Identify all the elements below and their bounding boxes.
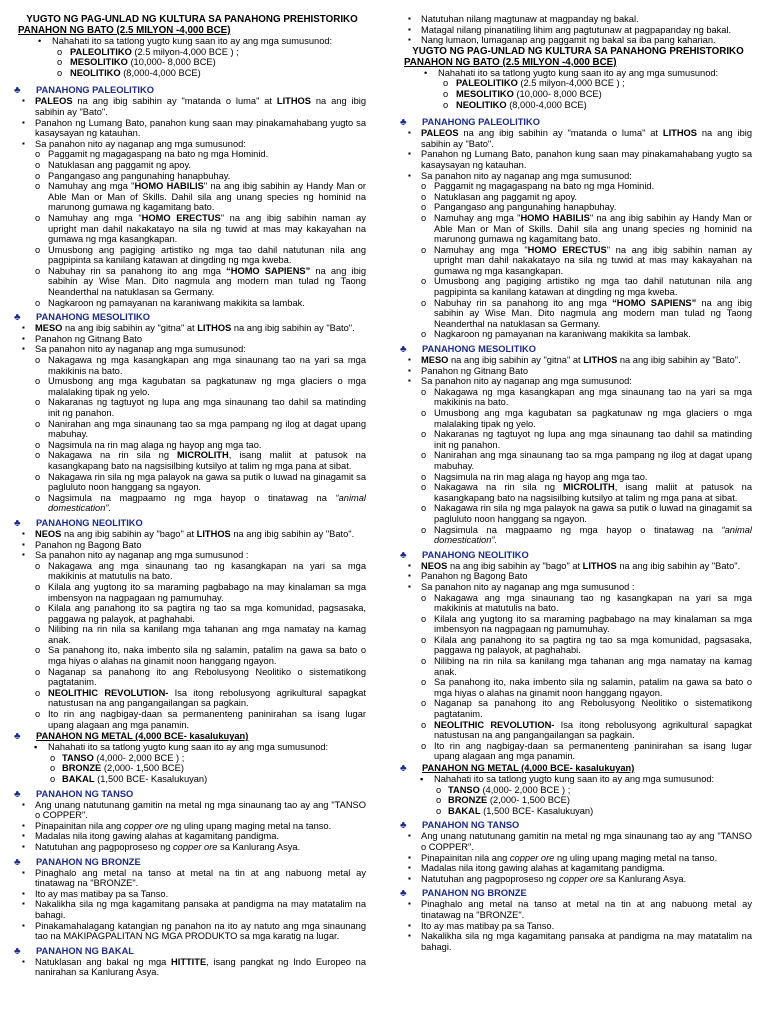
list-item: o Nakaranas ng tagtuyot ng lupa ang mga sinaunang tao dahil sa matinding init ng panahon. — [421, 429, 752, 450]
list-item: o Nakagawa rin sila ng mga palayok na gawa sa putik o luwad na ginagamit sa pagluluto noon hanggang sa ngayon. — [421, 503, 752, 524]
list-item: o Nakagawa na rin sila ng MICROLITH, isang maliit at patusok na kasangkapang bato na nagsisilbing kutsilyo at talim ng mga pana at sibat. — [421, 482, 753, 503]
list-item: ▪ Matagal nilang pinanatiling lihim ang pagtutunaw at pagpapanday ng bakal. — [408, 24, 732, 35]
section-heading: ♣ PANAHON NG BRONZE — [400, 888, 527, 900]
list-item: o Kilala ang yugtong ito sa maraming pagbabago na may kinalaman sa mga imbensyon na nagpagaan ng pamumuhay. — [35, 581, 366, 603]
list-item: o Nagsimula na magpaamo ng mga hayop o tinatawag na “animal domestication”. — [421, 524, 752, 546]
diamond-bullet-icon: ♣ — [14, 517, 21, 529]
list-item: ▪ MESO na ang ibig sabihin ay "gitna" at LITHOS na ang ibig sabihin ay "Bato". — [408, 355, 741, 366]
list-item: ▪ Nahahati ito sa tatlong yugto kung saan ito ay ang mga sumusunod: — [34, 742, 329, 753]
list-item: ▪ Nakalikha sila ng mga kagamitang pansaka at pandigma na may matatalim na bahagi. — [22, 899, 366, 920]
list-item: o Sa panahong ito, naka imbento sila ng salamin, patalim na gawa sa bato o mga hiyas o alahas na ginamit noon hanggang ngayon. — [421, 677, 752, 698]
list-item: ▪ Ito ay mas matibay pa sa Tanso. — [408, 920, 555, 931]
list-item: ▪ Madalas nila itong gawing alahas at kagamitang pandigma. — [408, 863, 665, 874]
list-item: o Umusbong ang mga kagubatan sa pagkatunaw ng mga glaciers o mga malalaking tipak ng yelo. — [35, 376, 366, 397]
list-item: o BRONZE (2,000- 1,500 BCE) — [50, 763, 184, 774]
list-item: o Kilala ang panahong ito sa pagtira ng tao sa mga komunidad, pagsasaka, paggawa ng palayok, at paghahabi. — [421, 634, 752, 656]
list-item: ▪ NEOS na ang ibig sabihin ay "bago" at LITHOS na ang ibig sabihin ay "Bato". — [22, 528, 355, 539]
diamond-bullet-icon: ♣ — [14, 856, 21, 868]
list-item: o Umusbong ang mga kagubatan sa pagkatunaw ng mga glaciers o mga malalaking tipak ng yelo. — [421, 408, 752, 429]
list-item: ▪ Natutuhan ang pagpoproseso ng copper ore sa Kanlurang Asya. — [408, 873, 687, 884]
list-item: ▪ Pinakamahalagang katangian ng panahon na ito ay natuto ang mga sinaunang tao na MAKIPAGPALITAN NG MGA PRODUKTO sa mga karatig na lugar. — [22, 920, 366, 942]
list-item: ▪ Panahon ng Bagong Bato — [22, 539, 142, 550]
list-item: ▪ Sa panahon nito ay naganap ang mga sumusunod: — [408, 376, 632, 387]
list-item: ▪ Sa panahon nito ay naganap ang mga sumusunod: — [22, 344, 246, 355]
list-item: • Nahahati ito sa tatlong yugto kung saan ito ay ang mga sumusunod: — [424, 67, 719, 78]
list-item: ▪ Sa panahon nito ay naganap ang mga sumusunod: — [408, 170, 632, 181]
list-item: o TANSO (4,000- 2,000 BCE ) ; — [50, 752, 185, 763]
list-item: ▪ Sa panahon nito ay naganap ang mga sumusunod : — [408, 581, 635, 592]
list-item: ▪ Nang lumaon, lumaganap ang paggamit ng bakal sa iba pang kaharian. — [408, 35, 716, 46]
list-item: ▪ Ang unang natutunang gamitin na metal ng mga sinaunang tao ay ang "TANSO o COPPER". — [22, 799, 366, 821]
list-item: ▪ Panahon ng Gitnang Bato — [408, 365, 529, 376]
list-item: o Namuhay ang mga "HOMO HABILIS" na ang ibig sabihin ay Handy Man or Able Man or Man of Skills. Dahil sila ang unang species ng hominid na marunong gumawa ng kagamitang bato. — [421, 212, 752, 245]
stone-age-subtitle: PANAHON NG BATO (2.5 MILYON -4,000 BCE) — [404, 56, 617, 68]
list-item: o Nanirahan ang mga sinaunang tao sa mga pampang ng ilog at dagat upang mabuhay. — [35, 418, 366, 440]
list-item: o NEOLITHIC REVOLUTION- Isa itong rebolusyong agrikultural sapagkat natustusan na ang pangangailangan sa pagkain. — [421, 719, 752, 741]
list-item: o BAKAL (1,500 BCE- Kasalukuyan) — [436, 805, 594, 816]
list-item: o Kilala ang panahong ito sa pagtira ng tao sa mga komunidad, pagsasaka, paggawa ng palayok, at paghahabi. — [35, 603, 366, 624]
list-item: o Nabuhay rin sa panahong ito ang mga “HOMO SAPIENS” na ang ibig sabihin ay Wise Man. Dito nagmula ang modern man tulad ng Taong Neanderthal na natuklasan sa Germany. — [421, 297, 752, 329]
list-item: o Kilala ang yugtong ito sa maraming pagbabago na may kinalaman sa mga imbensyon na nagpagaan ng pamumuhay. — [421, 613, 752, 635]
section-heading: ♣ PANAHON NG METAL (4,000 BCE- kasalukuyan) — [400, 763, 635, 774]
list-item: o BRONZE (2,000- 1,500 BCE) — [436, 795, 570, 806]
list-item: ▪ Panahon ng Lumang Bato, panahon kung saan may pinakamahabang yugto sa kasaysayan ng katauhan. — [408, 149, 752, 170]
diamond-bullet-icon: ♣ — [14, 788, 21, 800]
list-item: ▪ Panahon ng Bagong Bato — [408, 571, 528, 582]
list-item: o Sa panahong ito, naka imbento sila ng salamin, patalim na gawa sa bato o mga hiyas o alahas na ginamit noon hanggang ngayon. — [35, 645, 366, 667]
list-item: o Naganap sa panahong ito ang Rebolusyong Neolitiko o sistematikong pagtatanim. — [35, 666, 366, 688]
list-item: o Nakagawa na rin sila ng MICROLITH, isang maliit at patusok na kasangkapang bato na nagsisilbing kutsilyo at talim ng mga pana at sibat. — [35, 450, 367, 471]
list-item: o PALEOLITIKO (2.5 milyon-4,000 BCE ) ; — [57, 46, 239, 57]
list-item: o PALEOLITIKO (2.5 milyon-4,000 BCE ) ; — [443, 78, 625, 89]
list-item: o Nagsimula na rin mag alaga ng hayop ang mga tao. — [421, 471, 648, 482]
list-item: ▪ Sa panahon nito ay naganap ang mga sumusunod: — [22, 138, 246, 149]
list-item: o NEOLITIKO (8,000-4,000 BCE) — [57, 67, 201, 78]
list-item: o NEOLITIKO (8,000-4,000 BCE) — [443, 99, 587, 110]
section-heading: ♣ PANAHONG PALEOLITIKO — [14, 85, 154, 97]
list-item: o Nakagawa ang mga sinaunang tao ng kasangkapan na yari sa mga makikinis at matutulis na bato. — [421, 592, 752, 614]
document-title: YUGTO NG PAG-UNLAD NG KULTURA SA PANAHONG PREHISTORIKO — [26, 14, 358, 25]
list-item: o Nagkaroon ng pamayanan na karaniwang makikita sa lambak. — [421, 329, 691, 340]
section-heading: ♣ PANAHONG MESOLITIKO — [400, 344, 536, 356]
list-item: ▪ Pinaghalo ang metal na tanso at metal na tin at ang nabuong metal ay tinatawag na "BRONZE". — [408, 899, 752, 920]
diamond-bullet-icon: ♣ — [14, 312, 21, 324]
list-item: o Nabuhay rin sa panahong ito ang mga “HOMO SAPIENS” na ang ibig sabihin ay Wise Man. Dito nagmula ang modern man tulad ng Taong Neanderthal na natuklasan sa Germany. — [35, 265, 366, 298]
list-item: o MESOLITIKO (10,000- 8,000 BCE) — [443, 88, 602, 99]
stone-age-subtitle: PANAHON NG BATO (2.5 MILYON -4,000 BCE) — [18, 25, 231, 36]
section-heading: ♣ PANAHON NG BRONZE — [14, 856, 141, 868]
list-item: o Natuklasan ang paggamit ng apoy. — [421, 191, 577, 202]
section-heading: ♣ PANAHON NG BAKAL — [14, 945, 134, 957]
list-item: ▪ PALEOS na ang ibig sabihin ay "matanda o luma" at LITHOS na ang ibig sabihin ay "Bato". — [22, 96, 366, 117]
list-item: o BAKAL (1,500 BCE- Kasalukuyan) — [50, 774, 208, 784]
list-item: o Ito rin ang nagbigay-daan sa permanenteng paninirahan sa isang lugar upang alagaan ang mga panamin. — [421, 740, 752, 762]
diamond-bullet-icon: ♣ — [14, 945, 21, 957]
list-item: o MESOLITIKO (10,000- 8,000 BCE) — [57, 57, 216, 68]
diamond-bullet-icon: ♣ — [14, 731, 21, 743]
section-heading: ♣ PANAHONG PALEOLITIKO — [400, 117, 540, 129]
list-item: ▪ Panahon ng Lumang Bato, panahon kung saan may pinakamahabang yugto sa kasaysayan ng katauhan. — [22, 117, 366, 139]
list-item: ▪ Pinaghalo ang metal na tanso at metal na tin at ang nabuong metal ay tinatawag na "BRONZE". — [22, 867, 366, 889]
list-item: ▪ Panahon ng Gitnang Bato — [22, 333, 143, 344]
list-item: ▪ PALEOS na ang ibig sabihin ay "matanda o luma" at LITHOS na ang ibig sabihin ay "Bato". — [408, 128, 752, 149]
right-column — [400, 14, 753, 952]
section-heading: ♣ PANAHON NG TANSO — [14, 788, 134, 800]
list-item: o Nakagawa rin sila ng mga palayok na gawa sa putik o luwad na ginagamit sa pagluluto noon hanggang sa ngayon. — [35, 471, 366, 493]
diamond-bullet-icon: ♣ — [400, 763, 407, 774]
list-item: o Umusbong ang pagiging artistiko ng mga tao dahil natutunan nila ang pagpipinta sa kanilang katawan at dingding ng mga kweba. — [35, 244, 366, 266]
list-item: o NEOLITHIC REVOLUTION- Isa itong rebolusyong agrikultural sapagkat natustusan na ang pangangailangan sa pagkain. — [35, 687, 366, 709]
list-item: ▪ Nakalikha sila ng mga kagamitang pansaka at pandigma na may matatalim na bahagi. — [408, 931, 752, 952]
list-item: o Nilibing na rin nila sa kanilang mga tahanan ang mga namatay na kamag anak. — [35, 624, 366, 645]
list-item: o Natuklasan ang paggamit ng apoy. — [35, 159, 191, 170]
list-item: o Paggamit ng magagaspang na bato ng mga Hominid. — [421, 181, 655, 192]
diamond-bullet-icon: ♣ — [400, 344, 407, 356]
list-item: o Umusbong ang pagiging artistiko ng mga tao dahil natutunan nila ang pagpipinta sa kanilang katawan at dingding ng mga kweba. — [421, 276, 752, 298]
list-item: o Nanirahan ang mga sinaunang tao sa mga pampang ng ilog at dagat upang mabuhay. — [421, 450, 752, 471]
list-item: o Paggamit ng magagaspang na bato ng mga Hominid. — [35, 149, 269, 160]
list-item: ▪ MESO na ang ibig sabihin ay "gitna" at LITHOS na ang ibig sabihin ay "Bato". — [22, 323, 355, 334]
list-item: ▪ NEOS na ang ibig sabihin ay "bago" at LITHOS na ang ibig sabihin ay "Bato". — [408, 560, 741, 571]
list-item: o Ito rin ang nagbigay-daan sa permanenteng paninirahan sa isang lugar upang alagaan ang mga panamin. — [35, 709, 366, 730]
section-heading: ♣ PANAHONG MESOLITIKO — [14, 312, 150, 324]
diamond-bullet-icon: ♣ — [14, 85, 21, 97]
list-item: ▪ Natutuhan ang pagpoproseso ng copper ore sa Kanlurang Asya. — [22, 841, 301, 852]
list-item: ▪ Natuklasan ang bakal ng mga HITTITE, isang pangkat ng Indo Europeo na nanirahan sa Kanlurang Asya. — [22, 956, 366, 978]
section-heading: ♣ PANAHON NG METAL (4,000 BCE- kasalukuyan) — [14, 731, 249, 743]
section-heading: ♣ PANAHON NG TANSO — [400, 820, 520, 832]
list-item: o Nakagawa ang mga sinaunang tao ng kasangkapan na yari sa mga makikinis at matutulis na bato. — [35, 560, 366, 582]
diamond-bullet-icon: ♣ — [400, 117, 407, 129]
section-heading: ♣ PANAHONG NEOLITIKO — [14, 517, 143, 529]
list-item: o TANSO (4,000- 2,000 BCE ) ; — [436, 784, 571, 795]
list-item: • Nahahati ito sa tatlong yugto kung saan ito ay ang mga sumusunod: — [38, 36, 333, 46]
list-item: ▪ Nahahati ito sa tatlong yugto kung saan ito ay ang mga sumusunod: — [420, 774, 715, 784]
list-item: o Nakagawa ng mga kasangkapan ang mga sinaunang tao na yari sa mga makikinis na bato. — [35, 355, 366, 376]
diamond-bullet-icon: ♣ — [400, 888, 407, 900]
list-item: ▪ Pinapainitan nila ang copper ore ng uling upang maging metal na tanso. — [408, 852, 718, 863]
list-item: ▪ Pinapainitan nila ang copper ore ng uling upang maging metal na tanso. — [22, 820, 332, 831]
list-item: o Namuhay ang mga "HOMO ERECTUS" na ang ibig sabihin naman ay upright man dahil nakakatayo na sila ng tuwid at mas may kakayahan na gumawa ng mga kasangkapan. — [35, 212, 366, 245]
list-item: o Nagkaroon ng pamayanan na karaniwang makikita sa lambak. — [35, 297, 305, 308]
section-heading: ♣ PANAHONG NEOLITIKO — [400, 549, 529, 561]
list-item: o Nagsimula na magpaamo ng mga hayop o tinatawag na “animal domestication”. — [35, 492, 366, 514]
list-item: o Namuhay ang mga "HOMO ERECTUS" na ang ibig sabihin naman ay upright man dahil nakakatayo na sila ng tuwid at mas may kakayahan na gumawa ng mga kasangkapan. — [421, 244, 752, 276]
list-item: o Namuhay ang mga "HOMO HABILIS" na ang ibig sabihin ay Handy Man or Able Man or Man of Skills. Dahil sila ang unang species ng hominid na marunong gumawa ng kagamitang bato. — [35, 181, 366, 213]
list-item: o Nagsimula na rin mag alaga ng hayop ang mga tao. — [35, 439, 262, 450]
list-item: o Nakaranas ng tagtuyot ng lupa ang mga sinaunang tao dahil sa matinding init ng panahon. — [35, 397, 366, 418]
list-item: o Nakagawa ng mga kasangkapan ang mga sinaunang tao na yari sa mga makikinis na bato. — [421, 386, 752, 408]
list-item: o Pangangaso ang pangunahing hanapbuhay. — [421, 202, 617, 213]
list-item: ▪ Madalas nila itong gawing alahas at kagamitang pandigma. — [22, 831, 279, 842]
left-column — [14, 14, 367, 978]
list-item: o Pangangaso ang pangunahing hanapbuhay. — [35, 170, 231, 181]
diamond-bullet-icon: ♣ — [400, 549, 407, 561]
list-item: ▪ Ang unang natutunang gamitin na metal ng mga sinaunang tao ay ang "TANSO o COPPER". — [408, 831, 752, 852]
list-item: ▪ Natutuhan nilang magtunaw at magpanday ng bakal. — [408, 14, 639, 24]
list-item: ▪ Sa panahon nito ay naganap ang mga sumusunod : — [22, 550, 249, 561]
diamond-bullet-icon: ♣ — [400, 820, 407, 832]
list-item: o Naganap sa panahong ito ang Rebolusyong Neolitiko o sistematikong pagtatanim. — [421, 698, 752, 720]
document-title: YUGTO NG PAG-UNLAD NG KULTURA SA PANAHONG PREHISTORIKO — [412, 45, 744, 57]
list-item: ▪ Ito ay mas matibay pa sa Tanso. — [22, 888, 169, 899]
list-item: o Nilibing na rin nila sa kanilang mga tahanan ang mga namatay na kamag anak. — [421, 656, 752, 677]
